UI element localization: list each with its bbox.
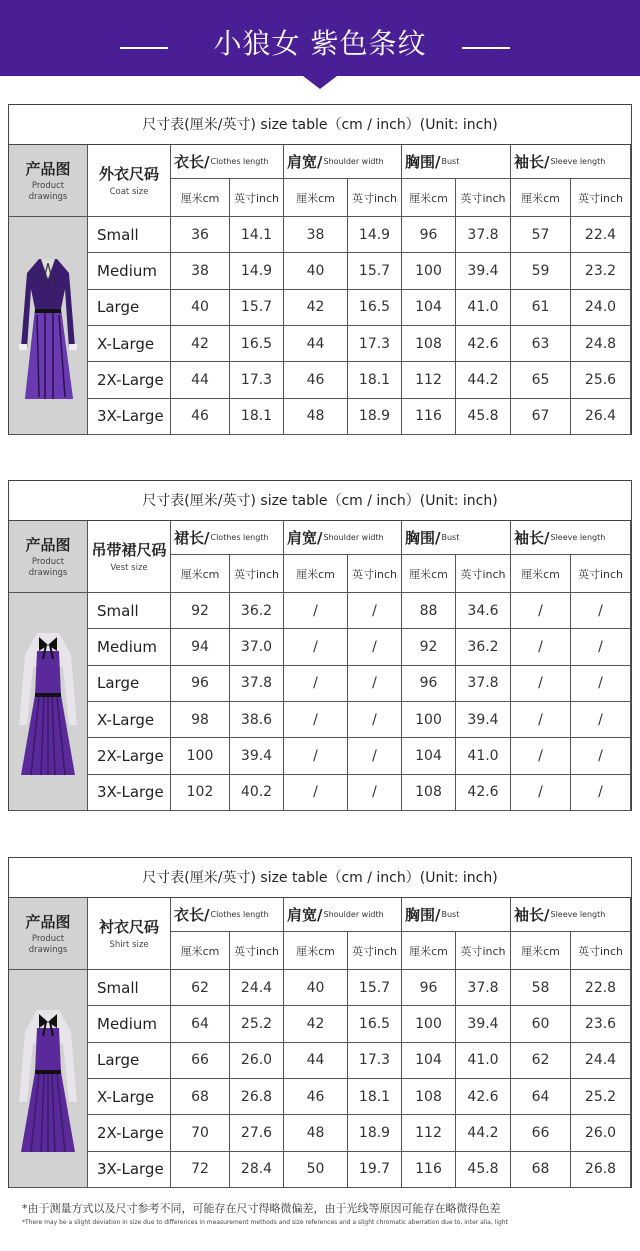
shirt-dress-illustration-icon (17, 1002, 79, 1156)
measure-value: 39.4 (456, 702, 511, 738)
size-label: Medium (88, 253, 171, 289)
size-label: Small (88, 970, 171, 1006)
measure-group-zh: 胸围/ (405, 153, 441, 171)
product-header-en: Product drawings (28, 181, 68, 202)
measure-value: 42 (171, 326, 230, 362)
unit-header: 厘米cm (402, 932, 456, 970)
measure-value: 57 (511, 217, 571, 253)
measure-value: / (284, 593, 348, 629)
measure-value: 48 (284, 1115, 348, 1151)
measure-value: 100 (402, 702, 456, 738)
measure-value: 22.4 (571, 217, 631, 253)
measure-group-zh: 袖长/ (514, 906, 550, 924)
measure-value: 41.0 (456, 1043, 511, 1079)
unit-header: 英寸inch (348, 555, 402, 593)
measure-value: 16.5 (230, 326, 284, 362)
measure-value: 37.0 (230, 629, 284, 665)
measure-value: 16.5 (348, 290, 402, 326)
unit-header: 英寸inch (348, 179, 402, 217)
vest-dress-illustration-icon (17, 625, 79, 779)
measure-value: 38.6 (230, 702, 284, 738)
size-label: X-Large (88, 702, 171, 738)
measure-value: 100 (402, 253, 456, 289)
measure-value: 61 (511, 290, 571, 326)
measure-value: 18.9 (348, 399, 402, 435)
measure-value: / (511, 593, 571, 629)
measure-value: 27.6 (230, 1115, 284, 1151)
measure-value: 25.6 (571, 362, 631, 398)
unit-header: 厘米cm (171, 179, 230, 217)
measure-value: 104 (402, 1043, 456, 1079)
measure-value: 16.5 (348, 1006, 402, 1042)
unit-header: 厘米cm (402, 555, 456, 593)
measure-value: 104 (402, 738, 456, 774)
measure-group-header (511, 521, 631, 555)
measure-group-en: Clothes length (210, 533, 269, 542)
measure-value: 26.0 (230, 1043, 284, 1079)
measure-value: / (571, 666, 631, 702)
measure-value: 41.0 (456, 738, 511, 774)
measure-group-zh: 衣长/ (174, 906, 210, 924)
measure-group-en: Bust (441, 157, 460, 166)
size-label: 3X-Large (88, 1152, 171, 1188)
measure-value: 24.4 (571, 1043, 631, 1079)
product-header (9, 521, 88, 593)
size-label: Medium (88, 1006, 171, 1042)
unit-header: 英寸inch (456, 179, 511, 217)
measure-value: 44.2 (456, 362, 511, 398)
measure-value: 96 (402, 217, 456, 253)
measure-value: 46 (284, 1079, 348, 1115)
measure-group-zh: 胸围/ (405, 906, 441, 924)
measure-group-zh: 肩宽/ (287, 529, 323, 547)
size-header (88, 145, 171, 217)
measure-value: 15.7 (348, 253, 402, 289)
measure-group-en: Sleeve length (550, 910, 606, 919)
measure-value: 60 (511, 1006, 571, 1042)
unit-header: 英寸inch (230, 179, 284, 217)
unit-header: 英寸inch (230, 932, 284, 970)
measure-value: 37.8 (456, 666, 511, 702)
measure-value: 68 (171, 1079, 230, 1115)
measure-value: 58 (511, 970, 571, 1006)
size-table (8, 104, 632, 435)
measure-value: 102 (171, 775, 230, 811)
measure-group-en: Shoulder width (323, 910, 384, 919)
coat-dress-illustration-icon (17, 249, 79, 403)
measure-value: 42.6 (456, 326, 511, 362)
measure-value: 26.8 (571, 1152, 631, 1188)
footnote-zh: *由于测量方式以及尺寸参考不同，可能存在尺寸得略微偏差，由于光线等原因可能存在略微得色差 (22, 1202, 501, 1215)
measure-value: 28.4 (230, 1152, 284, 1188)
measure-group-header (284, 521, 402, 555)
measure-group-zh: 肩宽/ (287, 153, 323, 171)
measure-value: 108 (402, 326, 456, 362)
measure-value: 18.1 (348, 1079, 402, 1115)
measure-value: 116 (402, 399, 456, 435)
measure-group-header (171, 898, 284, 932)
measure-value: 26.4 (571, 399, 631, 435)
measure-value: 24.0 (571, 290, 631, 326)
size-label: Large (88, 1043, 171, 1079)
measure-value: 14.1 (230, 217, 284, 253)
product-header-en: Product drawings (28, 934, 68, 955)
measure-value: 45.8 (456, 399, 511, 435)
product-drawing (9, 593, 88, 811)
measure-value: 26.0 (571, 1115, 631, 1151)
measure-group-header (171, 145, 284, 179)
measure-value: / (511, 702, 571, 738)
unit-header: 英寸inch (571, 555, 631, 593)
measure-value: 88 (402, 593, 456, 629)
measure-value: 39.4 (456, 253, 511, 289)
measure-value: 37.8 (456, 217, 511, 253)
unit-header: 厘米cm (284, 179, 348, 217)
unit-header: 厘米cm (511, 932, 571, 970)
unit-header: 厘米cm (511, 179, 571, 217)
measure-value: 62 (171, 970, 230, 1006)
measure-value: 42.6 (456, 1079, 511, 1115)
measure-value: 44 (284, 326, 348, 362)
measure-value: / (511, 629, 571, 665)
measure-group-en: Sleeve length (550, 533, 606, 542)
size-header-en: Shirt size (109, 940, 149, 950)
measure-value: 34.6 (456, 593, 511, 629)
measure-value: 37.8 (456, 970, 511, 1006)
measure-value: 40 (284, 253, 348, 289)
measure-value: 17.3 (230, 362, 284, 398)
measure-value: 38 (284, 217, 348, 253)
measure-value: 23.6 (571, 1006, 631, 1042)
measure-value: 17.3 (348, 1043, 402, 1079)
measure-value: 39.4 (456, 1006, 511, 1042)
size-label: 3X-Large (88, 775, 171, 811)
product-drawing (9, 217, 88, 435)
measure-value: 92 (171, 593, 230, 629)
measure-value: 39.4 (230, 738, 284, 774)
unit-header: 厘米cm (402, 179, 456, 217)
size-table (8, 480, 632, 811)
size-label: Large (88, 290, 171, 326)
measure-value: 116 (402, 1152, 456, 1188)
measure-value: 46 (171, 399, 230, 435)
measure-value: 44 (171, 362, 230, 398)
measure-group-en: Clothes length (210, 157, 269, 166)
unit-header: 英寸inch (571, 179, 631, 217)
measure-group-zh: 袖长/ (514, 153, 550, 171)
size-table-title: 尺寸表(厘米/英寸) size table（cm / inch）(Unit: inch) (9, 105, 631, 145)
size-header-en: Coat size (109, 187, 149, 197)
unit-header: 英寸inch (230, 555, 284, 593)
measure-value: 72 (171, 1152, 230, 1188)
unit-header: 英寸inch (348, 932, 402, 970)
size-header-en: Vest size (110, 563, 148, 573)
measure-group-en: Bust (441, 533, 460, 542)
unit-header: 厘米cm (171, 932, 230, 970)
product-header-zh: 产品图 (25, 913, 71, 931)
measure-value: 17.3 (348, 326, 402, 362)
size-label: 2X-Large (88, 1115, 171, 1151)
banner-right-line (462, 47, 510, 49)
measure-value: 42.6 (456, 775, 511, 811)
size-label: Small (88, 593, 171, 629)
product-header (9, 145, 88, 217)
unit-header: 英寸inch (571, 932, 631, 970)
measure-value: 42 (284, 290, 348, 326)
size-header-zh: 衬衣尺码 (98, 918, 159, 936)
measure-value: / (284, 629, 348, 665)
measure-value: 59 (511, 253, 571, 289)
footnote-en: *There may be a slight deviation in size due to differences in measurement methods and size references and a slight chromatic aberration due to, inter alia, light (22, 1219, 508, 1226)
measure-value: / (348, 775, 402, 811)
measure-value: / (511, 738, 571, 774)
size-label: 3X-Large (88, 399, 171, 435)
measure-value: 37.8 (230, 666, 284, 702)
measure-value: / (284, 775, 348, 811)
unit-header: 厘米cm (171, 555, 230, 593)
product-header (9, 898, 88, 970)
measure-value: 15.7 (348, 970, 402, 1006)
size-label: X-Large (88, 326, 171, 362)
measure-value: 41.0 (456, 290, 511, 326)
measure-value: / (571, 702, 631, 738)
measure-group-en: Clothes length (210, 910, 269, 919)
measure-value: 24.8 (571, 326, 631, 362)
unit-header: 英寸inch (456, 555, 511, 593)
measure-value: 44.2 (456, 1115, 511, 1151)
measure-value: 36.2 (456, 629, 511, 665)
measure-value: 96 (402, 970, 456, 1006)
measure-value: / (348, 593, 402, 629)
measure-value: / (511, 666, 571, 702)
measure-value: 18.1 (348, 362, 402, 398)
measure-value: 66 (511, 1115, 571, 1151)
measure-group-header (511, 898, 631, 932)
measure-value: 45.8 (456, 1152, 511, 1188)
measure-value: 18.1 (230, 399, 284, 435)
measure-value: 22.8 (571, 970, 631, 1006)
measure-value: / (284, 666, 348, 702)
product-header-zh: 产品图 (25, 536, 71, 554)
measure-value: 14.9 (348, 217, 402, 253)
measure-group-zh: 袖长/ (514, 529, 550, 547)
product-header-zh: 产品图 (25, 160, 71, 178)
measure-group-en: Shoulder width (323, 533, 384, 542)
measure-value: 50 (284, 1152, 348, 1188)
measure-group-zh: 裙长/ (174, 529, 210, 547)
measure-value: 25.2 (571, 1079, 631, 1115)
measure-group-header (402, 898, 511, 932)
measure-value: 25.2 (230, 1006, 284, 1042)
measure-value: / (348, 702, 402, 738)
size-header-zh: 外衣尺码 (98, 165, 159, 183)
measure-value: 92 (402, 629, 456, 665)
size-label: 2X-Large (88, 738, 171, 774)
measure-value: 44 (284, 1043, 348, 1079)
size-header (88, 521, 171, 593)
measure-value: 100 (171, 738, 230, 774)
measure-value: / (348, 629, 402, 665)
measure-group-header (402, 145, 511, 179)
measure-value: 64 (511, 1079, 571, 1115)
measure-value: 18.9 (348, 1115, 402, 1151)
banner-title: 小狼女 紫色条纹 (213, 27, 427, 60)
measure-value: 94 (171, 629, 230, 665)
measure-value: 63 (511, 326, 571, 362)
size-table (8, 857, 632, 1188)
measure-value: 46 (284, 362, 348, 398)
measure-value: 100 (402, 1006, 456, 1042)
size-label: Small (88, 217, 171, 253)
size-label: X-Large (88, 1079, 171, 1115)
measure-value: 38 (171, 253, 230, 289)
measure-value: 98 (171, 702, 230, 738)
size-label: Medium (88, 629, 171, 665)
measure-group-zh: 肩宽/ (287, 906, 323, 924)
size-table-title: 尺寸表(厘米/英寸) size table（cm / inch）(Unit: inch) (9, 481, 631, 521)
measure-value: 62 (511, 1043, 571, 1079)
measure-value: / (284, 702, 348, 738)
measure-value: 36 (171, 217, 230, 253)
measure-value: / (348, 666, 402, 702)
measure-value: 24.4 (230, 970, 284, 1006)
measure-group-en: Shoulder width (323, 157, 384, 166)
unit-header: 英寸inch (456, 932, 511, 970)
size-header (88, 898, 171, 970)
measure-group-en: Sleeve length (550, 157, 606, 166)
measure-value: 26.8 (230, 1079, 284, 1115)
unit-header: 厘米cm (284, 932, 348, 970)
measure-value: 42 (284, 1006, 348, 1042)
measure-value: 19.7 (348, 1152, 402, 1188)
measure-group-header (284, 145, 402, 179)
measure-value: 67 (511, 399, 571, 435)
size-label: 2X-Large (88, 362, 171, 398)
measure-value: / (571, 775, 631, 811)
unit-header: 厘米cm (284, 555, 348, 593)
measure-value: 96 (402, 666, 456, 702)
measure-value: 40 (171, 290, 230, 326)
size-label: Large (88, 666, 171, 702)
size-table-title: 尺寸表(厘米/英寸) size table（cm / inch）(Unit: inch) (9, 858, 631, 898)
measure-group-zh: 衣长/ (174, 153, 210, 171)
size-header-zh: 吊带裙尺码 (91, 541, 167, 559)
measure-value: 108 (402, 1079, 456, 1115)
measure-value: / (571, 629, 631, 665)
measure-group-header (511, 145, 631, 179)
measure-value: 65 (511, 362, 571, 398)
measure-value: 66 (171, 1043, 230, 1079)
measure-value: / (284, 738, 348, 774)
unit-header: 厘米cm (511, 555, 571, 593)
product-header-en: Product drawings (28, 557, 68, 578)
measure-value: 15.7 (230, 290, 284, 326)
measure-group-header (171, 521, 284, 555)
measure-value: 14.9 (230, 253, 284, 289)
measure-value: 108 (402, 775, 456, 811)
measure-value: 112 (402, 1115, 456, 1151)
measure-value: / (571, 593, 631, 629)
measure-value: 104 (402, 290, 456, 326)
title-banner (0, 0, 640, 76)
measure-value: / (511, 775, 571, 811)
measure-value: 48 (284, 399, 348, 435)
measure-value: 40.2 (230, 775, 284, 811)
measure-value: 64 (171, 1006, 230, 1042)
banner-arrow (303, 76, 337, 89)
measure-value: 36.2 (230, 593, 284, 629)
measure-value: / (571, 738, 631, 774)
measure-value: 23.2 (571, 253, 631, 289)
measure-group-header (402, 521, 511, 555)
measure-value: 70 (171, 1115, 230, 1151)
measure-group-header (284, 898, 402, 932)
measure-value: 40 (284, 970, 348, 1006)
measure-group-zh: 胸围/ (405, 529, 441, 547)
product-drawing (9, 970, 88, 1188)
measure-value: 68 (511, 1152, 571, 1188)
measure-group-en: Bust (441, 910, 460, 919)
measure-value: 96 (171, 666, 230, 702)
measure-value: / (348, 738, 402, 774)
measure-value: 112 (402, 362, 456, 398)
